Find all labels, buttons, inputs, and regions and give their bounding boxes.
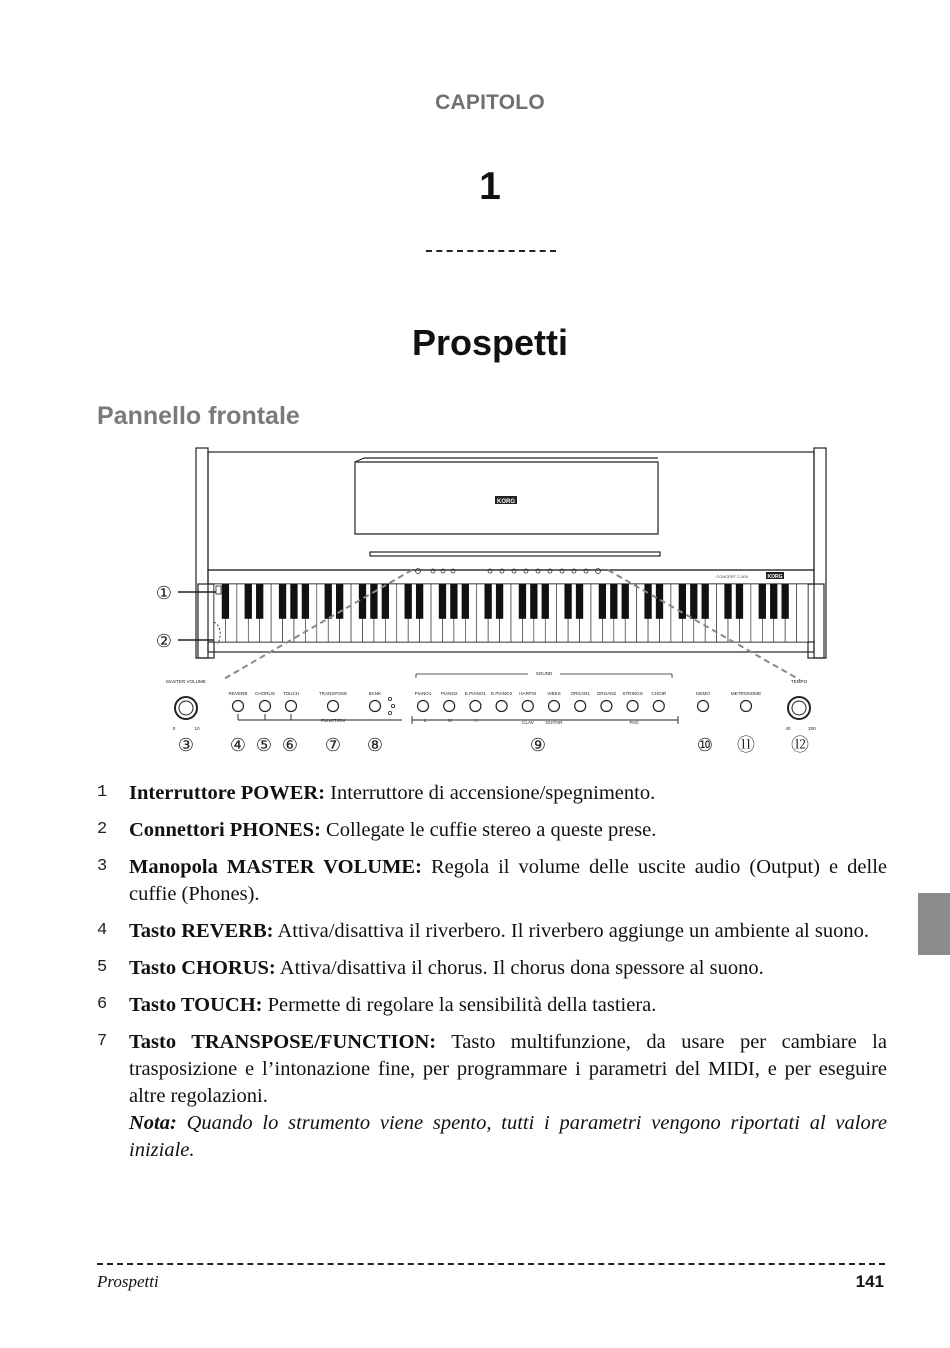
- black-key: [770, 584, 777, 619]
- sound-button: [627, 701, 638, 712]
- sound-label: STRINGS: [622, 691, 643, 696]
- note-label: Nota:: [129, 1112, 177, 1134]
- item-body: [129, 854, 887, 908]
- item-number: 4: [97, 921, 108, 940]
- svg-text:TOUCH: TOUCH: [282, 691, 300, 696]
- black-key: [302, 584, 309, 619]
- svg-text:0: 0: [172, 726, 176, 731]
- black-key: [450, 584, 457, 619]
- sound-button: [601, 701, 612, 712]
- item-number: 7: [97, 1032, 108, 1051]
- item-note: [129, 1112, 887, 1161]
- sound-label: VIBES: [547, 691, 561, 696]
- black-key: [610, 584, 617, 619]
- black-key: [542, 584, 549, 619]
- black-key: [564, 584, 571, 619]
- svg-text:⑥: ⑥: [281, 735, 299, 755]
- sound-label: PIANO2: [440, 691, 458, 696]
- svg-text:KORG: KORG: [767, 574, 783, 580]
- black-key: [599, 584, 606, 619]
- item-title: Connettori PHONES:: [129, 819, 321, 841]
- svg-text:H: H: [474, 718, 478, 723]
- svg-text:FUNCTION: FUNCTION: [321, 718, 345, 723]
- item-body: [129, 955, 887, 982]
- black-key: [644, 584, 651, 619]
- item-text: Collegate le cuffie stereo a queste prese.: [326, 819, 657, 841]
- footer-divider: [97, 1263, 885, 1265]
- sound-button: [470, 701, 481, 712]
- black-key: [781, 584, 788, 619]
- svg-text:REVERB: REVERB: [228, 691, 248, 696]
- list-item: [97, 918, 887, 945]
- item-title: Interruttore POWER:: [129, 782, 326, 804]
- svg-text:⑤: ⑤: [255, 735, 273, 755]
- item-title: Tasto REVERB:: [129, 920, 274, 942]
- black-key: [690, 584, 697, 619]
- black-key: [416, 584, 423, 619]
- svg-text:SOUND: SOUND: [535, 671, 553, 676]
- svg-text:⑫: ⑫: [791, 735, 809, 755]
- list-item: [97, 817, 887, 844]
- sound-label: CHOIR: [651, 691, 667, 696]
- sound-label: PIANO1: [414, 691, 432, 696]
- list-item: [97, 955, 887, 982]
- item-title: Tasto TRANSPOSE/FUNCTION:: [129, 1031, 437, 1053]
- chapter-number: 1: [479, 165, 501, 208]
- svg-text:CONCERT C-500: CONCERT C-500: [716, 574, 748, 579]
- item-text: Regola il volume delle uscite audio (Output) e delle cuffie (Phones).: [129, 856, 887, 905]
- page-number: 141: [855, 1272, 884, 1291]
- black-key: [462, 584, 469, 619]
- sound-button: [522, 701, 533, 712]
- svg-text:M: M: [448, 718, 452, 723]
- item-body: [129, 780, 887, 807]
- svg-text:⑪: ⑪: [737, 735, 755, 755]
- svg-text:BANK: BANK: [368, 691, 382, 696]
- black-key: [679, 584, 686, 619]
- item-text: Attiva/disattiva il chorus. Il chorus dona spessore al suono.: [279, 957, 764, 979]
- footer-section-name: Prospetti: [97, 1272, 159, 1291]
- sound-button: [418, 701, 429, 712]
- black-key: [382, 584, 389, 619]
- list-item: [97, 780, 887, 807]
- list-item: [97, 854, 887, 908]
- item-number: 6: [97, 995, 108, 1014]
- black-key: [759, 584, 766, 619]
- sound-label: ORGAN1: [570, 691, 590, 696]
- sound-label: ORGAN2: [596, 691, 617, 696]
- item-text: Attiva/disattiva il riverbero. Il riverbero aggiunge un ambiente al suono.: [277, 920, 869, 942]
- svg-text:②: ②: [155, 631, 173, 651]
- note-text: Quando lo strumento viene spento, tutti i parametri vengono riportati al valore iniziale.: [129, 1112, 888, 1161]
- svg-text:CLAV: CLAV: [522, 720, 534, 725]
- sound-button: [575, 701, 586, 712]
- item-title: Manopola MASTER VOLUME:: [129, 856, 422, 878]
- black-key: [370, 584, 377, 619]
- description-list: [97, 780, 887, 1174]
- black-key: [359, 584, 366, 619]
- black-key: [622, 584, 629, 619]
- black-key: [576, 584, 583, 619]
- svg-text:DEMO: DEMO: [696, 691, 710, 696]
- black-key: [325, 584, 332, 619]
- svg-text:GUITAR: GUITAR: [545, 720, 563, 725]
- black-key: [724, 584, 731, 619]
- black-key: [439, 584, 446, 619]
- item-body: [129, 992, 887, 1019]
- black-key: [336, 584, 343, 619]
- svg-text:METRONOME: METRONOME: [730, 691, 762, 696]
- black-key: [245, 584, 252, 619]
- list-item: [97, 992, 887, 1019]
- black-key: [519, 584, 526, 619]
- svg-text:①: ①: [155, 583, 173, 603]
- item-number: 3: [97, 857, 108, 876]
- svg-text:MASTER VOLUME: MASTER VOLUME: [166, 679, 206, 684]
- svg-text:⑦: ⑦: [324, 735, 342, 755]
- black-key: [530, 584, 537, 619]
- sound-button: [653, 701, 664, 712]
- control-panel: [166, 671, 816, 731]
- chapter-tab-marker: [918, 893, 950, 955]
- section-title: Pannello frontale: [97, 402, 300, 430]
- svg-text:④: ④: [229, 735, 247, 755]
- sound-label: E.PIANO1: [464, 691, 487, 696]
- svg-text:⑩: ⑩: [696, 735, 714, 755]
- list-item: [97, 1029, 887, 1164]
- svg-text:200: 200: [808, 726, 816, 731]
- item-body: [129, 1029, 887, 1164]
- svg-text:40: 40: [785, 726, 791, 731]
- svg-text:⑨: ⑨: [529, 735, 547, 755]
- svg-text:KORG: KORG: [497, 499, 515, 505]
- item-title: Tasto TOUCH:: [129, 994, 263, 1016]
- sound-label: E.PIANO2: [490, 691, 513, 696]
- sound-button: [549, 701, 560, 712]
- svg-text:③: ③: [177, 735, 195, 755]
- sound-button: [444, 701, 455, 712]
- sound-label: HARPSI: [519, 691, 537, 696]
- svg-text:CHORUS: CHORUS: [255, 691, 275, 696]
- svg-text:10: 10: [194, 726, 200, 731]
- brand-logo: [495, 496, 784, 580]
- item-number: 1: [97, 783, 108, 802]
- black-key: [496, 584, 503, 619]
- black-key: [279, 584, 286, 619]
- item-text: Tasto multifunzione, da usare per cambiare la trasposizione e l’intonazione fine, per programmare i parametri del MIDI, e per eseguire altre regolazioni.: [129, 1031, 887, 1107]
- black-key: [222, 584, 229, 619]
- item-number: 2: [97, 820, 108, 839]
- item-title: Tasto CHORUS:: [129, 957, 276, 979]
- page-title: Prospetti: [411, 322, 569, 363]
- svg-text:PAD: PAD: [629, 720, 639, 725]
- white-key: [797, 584, 808, 642]
- black-key: [256, 584, 263, 619]
- svg-text:⑧: ⑧: [366, 735, 384, 755]
- black-key: [702, 584, 709, 619]
- item-text: Permette di regolare la sensibilità della tastiera.: [267, 994, 657, 1016]
- black-key: [484, 584, 491, 619]
- piano-front-panel-figure: [150, 444, 840, 764]
- item-body: [129, 817, 887, 844]
- chapter-divider: [426, 250, 556, 252]
- svg-text:L: L: [423, 718, 427, 723]
- black-key: [290, 584, 297, 619]
- chapter-label: CAPITOLO: [435, 91, 545, 114]
- item-text: Interruttore di accensione/spegnimento.: [330, 782, 656, 804]
- black-key: [405, 584, 412, 619]
- black-key: [736, 584, 743, 619]
- fascia-buttons: [416, 569, 601, 574]
- svg-text:TEMPO: TEMPO: [790, 679, 808, 684]
- item-number: 5: [97, 958, 108, 977]
- sound-button: [496, 701, 507, 712]
- svg-text:TRANSPOSE: TRANSPOSE: [318, 691, 348, 696]
- item-body: [129, 918, 887, 945]
